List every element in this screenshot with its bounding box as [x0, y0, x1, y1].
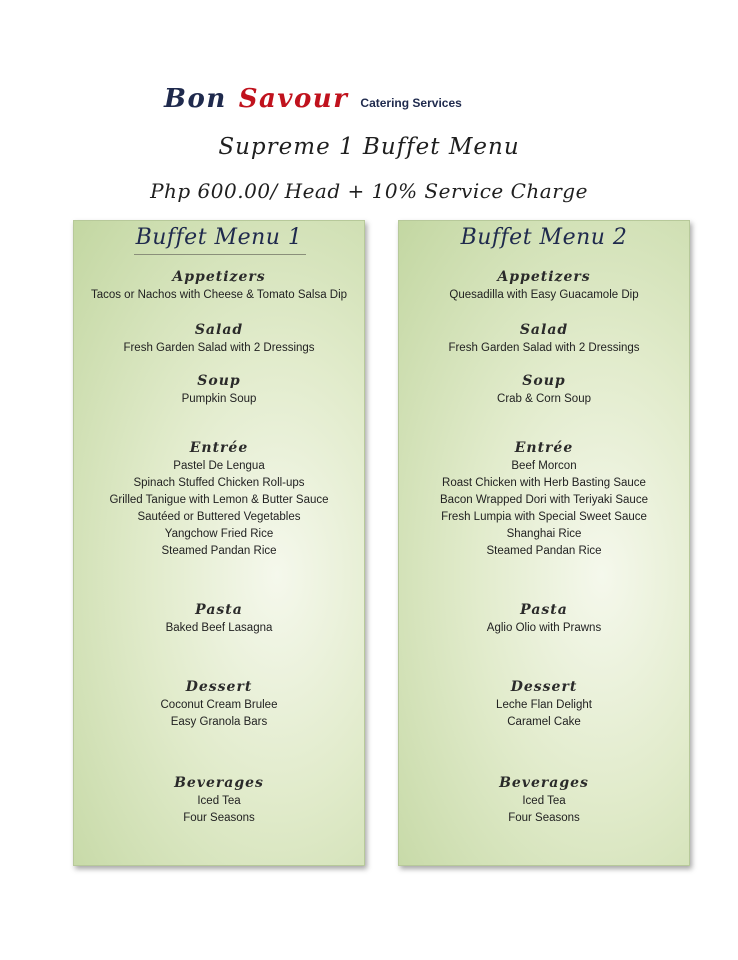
price-line: Php 600.00/ Head + 10% Service Charge — [150, 179, 588, 203]
menu-item: Iced Tea — [522, 795, 566, 807]
section-title: Entrée — [514, 440, 574, 456]
menu-title: Supreme 1 Buffet Menu — [218, 134, 520, 160]
section-title: Dessert — [510, 679, 578, 695]
menu-item: Spinach Stuffed Chicken Roll-ups — [133, 477, 305, 489]
section-title: Appetizers — [172, 269, 266, 285]
section-appetizers — [399, 267, 689, 304]
section-title: Soup — [522, 373, 566, 389]
menu-item: Grilled Tanigue with Lemon & Butter Sauce — [109, 494, 329, 506]
panel-title: Buffet Menu 1 — [135, 225, 303, 250]
menu-item: Fresh Lumpia with Special Sweet Sauce — [441, 511, 647, 523]
section-salad — [399, 320, 689, 357]
section-title: Pasta — [195, 602, 243, 618]
menu-item: Four Seasons — [183, 812, 255, 824]
section-title: Beverages — [499, 775, 589, 791]
menu-item: Easy Granola Bars — [170, 716, 268, 728]
menu-item: Fresh Garden Salad with 2 Dressings — [448, 342, 640, 354]
menu-item: Steamed Pandan Rice — [486, 545, 602, 557]
brand-logo — [164, 84, 462, 124]
buffet-menu-2-panel — [398, 220, 690, 866]
menu-item: Steamed Pandan Rice — [161, 545, 277, 557]
section-dessert — [74, 677, 364, 731]
title-underline — [134, 254, 306, 255]
section-title: Entrée — [189, 440, 249, 456]
section-pasta — [399, 600, 689, 637]
panel-title: Buffet Menu 2 — [460, 225, 628, 250]
menu-item: Pumpkin Soup — [181, 393, 257, 405]
menu-item: Caramel Cake — [507, 716, 581, 728]
menu-item: Yangchow Fried Rice — [164, 528, 274, 540]
section-pasta — [74, 600, 364, 637]
menu-item: Crab & Corn Soup — [497, 393, 591, 405]
menu-item: Bacon Wrapped Dori with Teriyaki Sauce — [440, 494, 648, 506]
section-title: Salad — [519, 322, 569, 338]
menu-item: Baked Beef Lasagna — [165, 622, 273, 634]
section-title: Pasta — [520, 602, 568, 618]
buffet-menu-1-panel — [73, 220, 365, 866]
section-title: Beverages — [174, 775, 264, 791]
section-salad — [74, 320, 364, 357]
menu-item: Aglio Olio with Prawns — [486, 622, 602, 634]
menu-item: Beef Morcon — [511, 460, 577, 472]
section-title: Soup — [197, 373, 241, 389]
section-appetizers — [74, 267, 364, 304]
section-beverages — [399, 773, 689, 827]
section-entree — [399, 438, 689, 560]
menu-item: Leche Flan Delight — [496, 699, 592, 711]
section-soup — [74, 371, 364, 408]
menu-item: Iced Tea — [197, 795, 241, 807]
section-title: Appetizers — [497, 269, 591, 285]
menu-item: Fresh Garden Salad with 2 Dressings — [123, 342, 315, 354]
menu-item: Shanghai Rice — [506, 528, 582, 540]
section-title: Salad — [194, 322, 244, 338]
section-entree — [74, 438, 364, 560]
menu-item: Roast Chicken with Herb Basting Sauce — [442, 477, 646, 489]
section-title: Dessert — [185, 679, 253, 695]
section-dessert — [399, 677, 689, 731]
menu-item: Pastel De Lengua — [173, 460, 265, 472]
menu-item: Four Seasons — [508, 812, 580, 824]
menu-item: Quesadilla with Easy Guacamole Dip — [449, 289, 639, 301]
menu-item: Sautéed or Buttered Vegetables — [137, 511, 301, 523]
menu-item: Tacos or Nachos with Cheese & Tomato Salsa Dip — [90, 289, 348, 301]
section-beverages — [74, 773, 364, 827]
brand-subtitle: Catering Services — [360, 96, 462, 110]
section-soup — [399, 371, 689, 408]
brand-name-bon: Bon — [164, 84, 227, 114]
brand-name-savour: Savour — [238, 84, 349, 114]
menu-item: Coconut Cream Brulee — [160, 699, 278, 711]
